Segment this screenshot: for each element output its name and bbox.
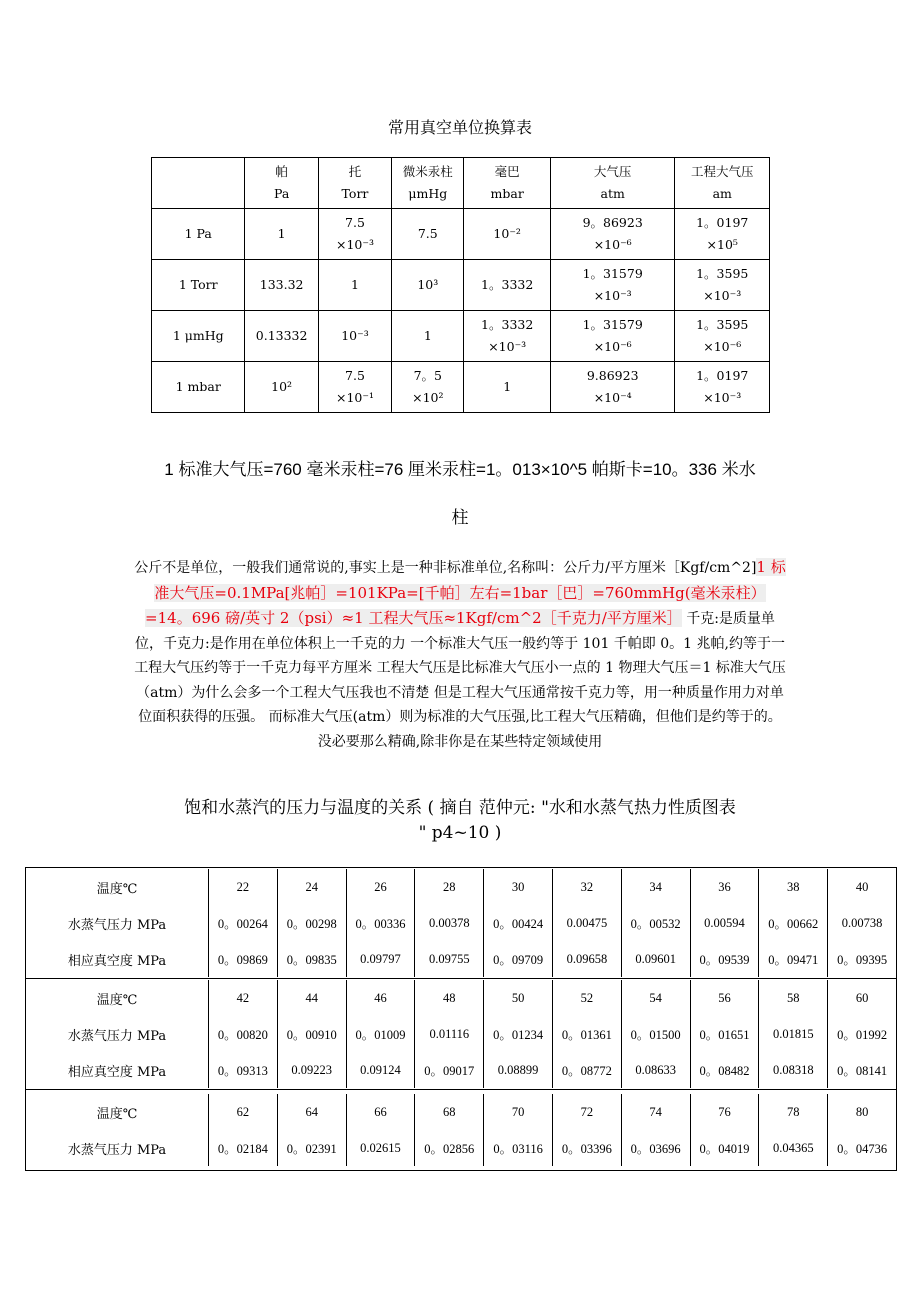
header-cn: 托: [348, 164, 362, 179]
steam-table-title: [130, 796, 790, 846]
table-cell: 0。09835: [277, 941, 346, 977]
explanation-paragraph: [132, 555, 788, 754]
steam-title-line-1: 饱和水蒸汽的压力与温度的关系 ( 摘自 范仲元: "水和水蒸气热力性质图表: [184, 798, 736, 818]
table-cell: 22: [208, 869, 277, 905]
header-cn: 工程大气压: [690, 164, 754, 179]
conversion-cell: 1。3332 ×10⁻³: [464, 311, 550, 362]
table-cell: 0.00738: [827, 905, 896, 941]
steam-pressure-table: [25, 867, 897, 1171]
conversion-cell: 7.5 ×10⁻¹: [318, 362, 391, 413]
table-cell: 0。03396: [552, 1130, 621, 1166]
conversion-cell: 133.32: [245, 260, 318, 311]
table-cell: 50: [483, 980, 552, 1016]
table-cell: 0。00910: [277, 1016, 346, 1052]
table-row: [26, 1016, 896, 1052]
conversion-cell: 7.5 ×10⁻³: [318, 209, 391, 260]
table-cell: 0.08633: [621, 1052, 690, 1088]
header-en: atm: [600, 186, 625, 201]
unit-table-header-cell: [550, 158, 675, 209]
table-cell: 0。00298: [277, 905, 346, 941]
table-cell: 0。08482: [690, 1052, 759, 1088]
row-unit-label: 1 μmHg: [152, 311, 245, 362]
table-row: [26, 1052, 896, 1088]
table-cell: 0。02856: [414, 1130, 483, 1166]
table-cell: 0。01992: [827, 1016, 896, 1052]
table-cell: 38: [758, 869, 827, 905]
atm-equivalence-line: 1 标准大气压=760 毫米汞柱=76 厘米汞柱=1。013×10^5 帕斯卡=10。336 米水: [164, 460, 756, 479]
conversion-cell: 7。5 ×10²: [392, 362, 464, 413]
table-cell: 64: [277, 1094, 346, 1130]
row-label: 温度℃: [96, 992, 138, 1008]
table-cell: 48: [414, 980, 483, 1016]
row-unit-label: 1 mbar: [152, 362, 245, 413]
table-cell: 0。08772: [552, 1052, 621, 1088]
unit-table-header-row: [152, 158, 770, 209]
table-cell: 74: [621, 1094, 690, 1130]
table-row: [152, 209, 770, 260]
row-unit-label: 1 Torr: [152, 260, 245, 311]
conversion-cell: 10³: [392, 260, 464, 311]
conversion-cell: 1: [464, 362, 550, 413]
table-cell: 0。09395: [827, 941, 896, 977]
table-row: [26, 1094, 896, 1130]
conversion-cell: 10²: [245, 362, 318, 413]
header-en: Pa: [273, 186, 290, 201]
unit-table-header-cell: [245, 158, 318, 209]
table-cell: 0.09755: [414, 941, 483, 977]
conversion-cell: 10⁻²: [464, 209, 550, 260]
table-cell: 0.02615: [346, 1130, 415, 1166]
table-cell: 42: [208, 980, 277, 1016]
table-cell: 36: [690, 869, 759, 905]
unit-table-header-cell: [152, 158, 245, 209]
table-cell: 0。00662: [758, 905, 827, 941]
unit-table-header-cell: [464, 158, 550, 209]
conversion-cell: 1。3595 ×10⁻⁶: [675, 311, 770, 362]
steam-table-block: [26, 979, 896, 1090]
table-row: [26, 941, 896, 977]
paragraph-highlight: 1 标准大气压=0.1MPa[兆帕］=101KPa=[千帕］左右=1bar［巴］=760mmHg(毫米汞柱）=14。696 磅/英寸 2（psi）≈1 工程大气压≈1Kgf/cm^2［千克力/平方厘米］: [145, 558, 786, 627]
table-cell: 0.09223: [277, 1052, 346, 1088]
unit-conversion-table: [151, 157, 770, 413]
table-cell: 62: [208, 1094, 277, 1130]
conversion-cell: 9.86923 ×10⁻⁴: [550, 362, 675, 413]
table-cell: 0。04736: [827, 1130, 896, 1166]
table-cell: 26: [346, 869, 415, 905]
header-en: Torr: [341, 186, 369, 201]
table-cell: 0。03696: [621, 1130, 690, 1166]
unit-table-header-cell: [392, 158, 464, 209]
conversion-cell: 1: [318, 260, 391, 311]
row-label: 相应真空度 MPa: [67, 953, 167, 969]
table-cell: 0。01361: [552, 1016, 621, 1052]
table-cell: 0.09124: [346, 1052, 415, 1088]
table-cell: 24: [277, 869, 346, 905]
steam-table-block: [26, 1090, 896, 1170]
header-en: am: [712, 186, 732, 201]
table-cell: 68: [414, 1094, 483, 1130]
row-label: 温度℃: [96, 881, 138, 897]
table-cell: 0.09797: [346, 941, 415, 977]
table-cell: 28: [414, 869, 483, 905]
table-cell: 76: [690, 1094, 759, 1130]
table-cell: 0。09313: [208, 1052, 277, 1088]
conversion-cell: 1。31579 ×10⁻³: [550, 260, 675, 311]
table-cell: 0。04019: [690, 1130, 759, 1166]
document-title: 常用真空单位换算表: [387, 118, 532, 137]
conversion-cell: 7.5: [392, 209, 464, 260]
table-row: [152, 311, 770, 362]
table-cell: 56: [690, 980, 759, 1016]
table-cell: 80: [827, 1094, 896, 1130]
table-row: [26, 980, 896, 1016]
steam-table-block: [26, 868, 896, 979]
row-unit-label: 1 Pa: [152, 209, 245, 260]
table-row: [26, 905, 896, 941]
row-label: 温度℃: [96, 1106, 138, 1122]
conversion-cell: 1: [245, 209, 318, 260]
table-cell: 0.09601: [621, 941, 690, 977]
row-label: 水蒸气压力 MPa: [67, 1028, 167, 1044]
header-cn: 大气压: [593, 164, 632, 179]
table-cell: 60: [827, 980, 896, 1016]
table-row: [152, 260, 770, 311]
table-cell: 0。01500: [621, 1016, 690, 1052]
conversion-cell: 1。31579 ×10⁻⁶: [550, 311, 675, 362]
conversion-cell: 1: [392, 311, 464, 362]
table-cell: 0.00594: [690, 905, 759, 941]
conversion-cell: 1。0197 ×10⁵: [675, 209, 770, 260]
table-cell: 0。00532: [621, 905, 690, 941]
conversion-cell: 0.13332: [245, 311, 318, 362]
header-cn: 帕: [275, 164, 288, 179]
table-cell: 0。03116: [483, 1130, 552, 1166]
table-cell: 0。09709: [483, 941, 552, 977]
header-en: mbar: [490, 186, 524, 201]
table-cell: 0。09539: [690, 941, 759, 977]
table-cell: 0.09658: [552, 941, 621, 977]
paragraph-text-cont: 千克:是质量单位，千克力:是作用在单位体积上一千克的力 一个标准大气压一般约等于 101 千帕即 0。1 兆帕,约等于一工程大气压约等于一千克力每平方厘米 工程大气压是比标准大气压小一点的 1 物理大气压＝1 标准大气压（atm）为什么会多一个工程大气压我也不清楚 但是工程大气压通常按千克力等，用一种质量作用力对单位面积获得的压强。 而标准大气压(atm）则为标准的大气压强,比工程大气压精确，但他们是约等于的。没必要那么精确,除非你是在某些特定领域使用: [134, 611, 786, 750]
table-cell: 44: [277, 980, 346, 1016]
header-cn: 微米汞柱: [402, 164, 453, 179]
table-cell: 0.08318: [758, 1052, 827, 1088]
paragraph-text: 公斤不是单位，一般我们通常说的,事实上是一种非标准单位,名称叫：公斤力/平方厘米［Kgf/cm^2]: [134, 560, 757, 576]
conversion-cell: 1。3332: [464, 260, 550, 311]
table-cell: 0。08141: [827, 1052, 896, 1088]
table-cell: 0.00378: [414, 905, 483, 941]
table-cell: 34: [621, 869, 690, 905]
row-label: 水蒸气压力 MPa: [67, 1142, 167, 1158]
unit-table-header-cell: [675, 158, 770, 209]
table-cell: 0。02184: [208, 1130, 277, 1166]
table-row: [26, 1130, 896, 1166]
conversion-cell: 1。3595 ×10⁻³: [675, 260, 770, 311]
table-cell: 0.01116: [414, 1016, 483, 1052]
table-cell: 0。09017: [414, 1052, 483, 1088]
table-row: [152, 362, 770, 413]
table-cell: 0。09869: [208, 941, 277, 977]
table-cell: 40: [827, 869, 896, 905]
header-cn: 毫巴: [494, 164, 520, 179]
unit-table-header-cell: [318, 158, 391, 209]
table-cell: 32: [552, 869, 621, 905]
table-cell: 0。00264: [208, 905, 277, 941]
table-cell: 70: [483, 1094, 552, 1130]
table-cell: 0。09471: [758, 941, 827, 977]
table-cell: 78: [758, 1094, 827, 1130]
table-row: [26, 869, 896, 905]
atm-equivalence-line-cont: 柱: [451, 508, 469, 527]
table-cell: 0。02391: [277, 1130, 346, 1166]
table-cell: 58: [758, 980, 827, 1016]
table-cell: 66: [346, 1094, 415, 1130]
table-cell: 0.08899: [483, 1052, 552, 1088]
steam-title-line-2: " p4~10 ): [418, 823, 502, 843]
table-cell: 0。00424: [483, 905, 552, 941]
conversion-cell: 9。86923 ×10⁻⁶: [550, 209, 675, 260]
table-cell: 30: [483, 869, 552, 905]
table-cell: 0.00475: [552, 905, 621, 941]
table-cell: 0。00820: [208, 1016, 277, 1052]
table-cell: 0.01815: [758, 1016, 827, 1052]
table-cell: 52: [552, 980, 621, 1016]
row-label: 水蒸气压力 MPa: [67, 917, 167, 933]
table-cell: 0。01009: [346, 1016, 415, 1052]
row-label: 相应真空度 MPa: [67, 1064, 167, 1080]
table-cell: 0.04365: [758, 1130, 827, 1166]
table-cell: 46: [346, 980, 415, 1016]
table-cell: 72: [552, 1094, 621, 1130]
conversion-cell: 1。0197 ×10⁻³: [675, 362, 770, 413]
table-cell: 0。00336: [346, 905, 415, 941]
table-cell: 54: [621, 980, 690, 1016]
header-en: μmHg: [408, 186, 448, 201]
table-cell: 0。01234: [483, 1016, 552, 1052]
table-cell: 0。01651: [690, 1016, 759, 1052]
conversion-cell: 10⁻³: [318, 311, 391, 362]
